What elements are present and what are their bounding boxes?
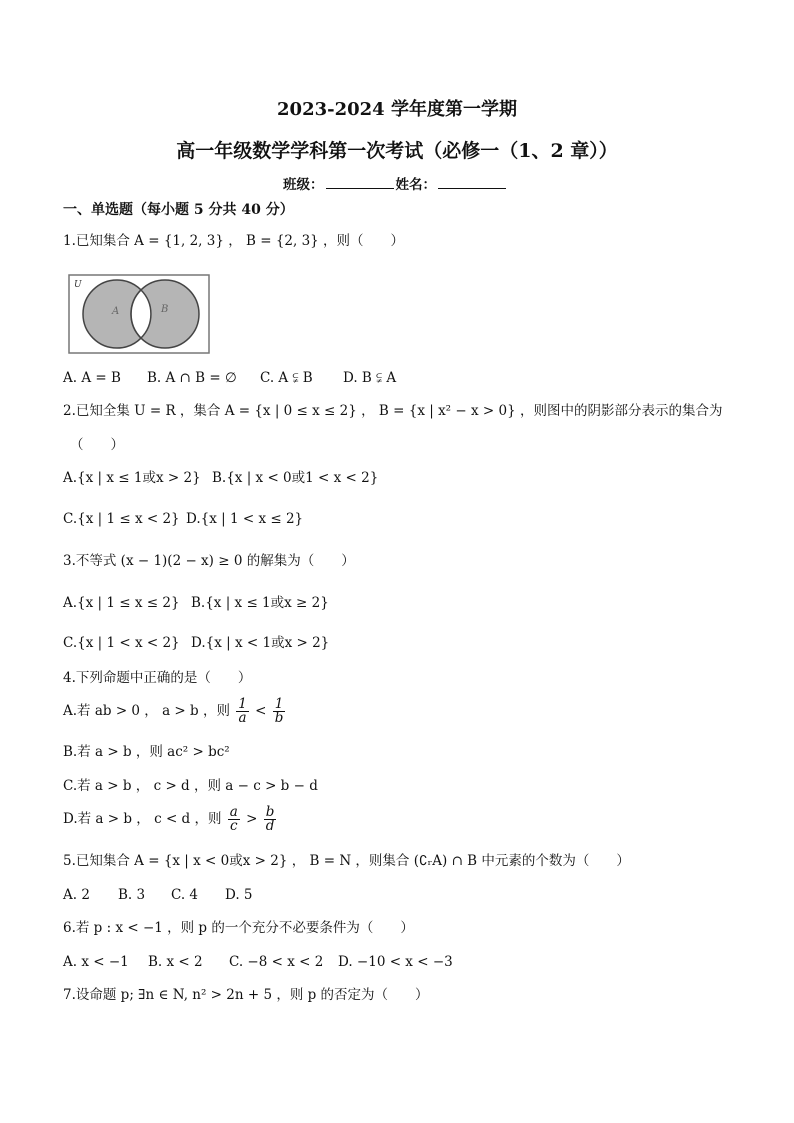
- q4-a-text: A.若 ab > 0 ， a > b ，则: [63, 703, 230, 719]
- q3-option-d: D.{x | x < 1或x > 2}: [191, 635, 330, 651]
- venn-u-label: U: [74, 280, 82, 290]
- q3-stem: 3.不等式 (x − 1)(2 − x) ≥ 0 的解集为（ ）: [63, 553, 355, 569]
- less-than-sign: <: [255, 703, 267, 719]
- q1-stem: 1.已知集合 A = {1, 2, 3} ， B = {2, 3} ，则（ ）: [63, 233, 405, 249]
- q1-option-c: C. A ⫋ B: [260, 370, 313, 386]
- q4-option-c: C.若 a > b ， c > d ，则 a − c > b − d: [63, 778, 318, 794]
- name-label: 姓名：: [395, 177, 436, 193]
- q4-stem: 4.下列命题中正确的是（ ）: [63, 670, 252, 686]
- q4-d-text: D.若 a > b ， c < d ，则: [63, 811, 222, 827]
- q6-stem: 6.若 p : x < −1 ，则 p 的一个充分不必要条件为（ ）: [63, 920, 414, 936]
- class-blank: [326, 176, 394, 189]
- venn-a-label: A: [112, 306, 120, 317]
- venn-b-label: B: [161, 304, 169, 315]
- q1-option-d: D. B ⫋ A: [343, 370, 397, 386]
- q5-stem: 5.已知集合 A = {x | x < 0或x > 2} ， B = N ，则集合 (∁ᵣA) ∩ B 中元素的个数为（ ）: [63, 853, 630, 869]
- q6-option-c: C. −8 < x < 2: [229, 954, 324, 970]
- q6-option-b: B. x < 2: [148, 954, 203, 970]
- q6-option-d: D. −10 < x < −3: [338, 954, 453, 970]
- student-info-line: [283, 173, 508, 193]
- q5-option-b: B. 3: [118, 887, 146, 903]
- fraction-a-over-c: $\frac{a}{c}$: [229, 804, 238, 834]
- q5-option-c: C. 4: [171, 887, 199, 903]
- q2-option-a: A.{x | x ≤ 1或x > 2}: [63, 470, 201, 486]
- q2-option-d: D.{x | 1 < x ≤ 2}: [186, 511, 304, 527]
- q4-option-d: [63, 805, 278, 833]
- exam-subtitle: 高一年级数学学科第一次考试（必修一（1、2 章））: [176, 140, 618, 162]
- q3-option-c: C.{x | 1 < x < 2}: [63, 635, 180, 651]
- q4-option-b: B.若 a > b ，则 ac² > bc²: [63, 744, 230, 760]
- fraction-1-over-a: $\frac{1}{a}$: [238, 696, 247, 726]
- q7-stem: 7.设命题 p; ∃n ∈ N, n² > 2n + 5 ，则 p 的否定为（ ）: [63, 987, 429, 1003]
- exam-title: 2023-2024 学年度第一学期: [277, 99, 517, 120]
- greater-than-sign: >: [246, 811, 258, 827]
- fraction-1-over-b: $\frac{1}{b}$: [274, 696, 284, 726]
- q2-option-c: C.{x | 1 ≤ x < 2}: [63, 511, 180, 527]
- fraction-b-over-d: $\frac{b}{d}$: [265, 804, 275, 834]
- section-heading: 一、单选题（每小题 5 分共 40 分）: [63, 202, 294, 218]
- q1-option-b: B. A ∩ B = ∅: [147, 370, 237, 386]
- q1-option-a: A. A = B: [63, 370, 121, 386]
- class-label: 班级：: [283, 177, 324, 193]
- q2-paren: （ ）: [70, 437, 124, 453]
- q2-option-b: B.{x | x < 0或1 < x < 2}: [212, 470, 379, 486]
- name-blank: [438, 176, 506, 189]
- q5-option-d: D. 5: [225, 887, 253, 903]
- q3-option-a: A.{x | 1 ≤ x ≤ 2}: [63, 595, 180, 611]
- q6-option-a: A. x < −1: [63, 954, 129, 970]
- q2-stem: 2.已知全集 U = R ，集合 A = {x | 0 ≤ x ≤ 2} ， B = {x | x² − x > 0} ，则图中的阴影部分表示的集合为: [63, 403, 723, 419]
- q5-option-a: A. 2: [63, 887, 90, 903]
- q4-option-a: [63, 697, 287, 725]
- venn-diagram: [68, 274, 212, 356]
- q3-option-b: B.{x | x ≤ 1或x ≥ 2}: [191, 595, 329, 611]
